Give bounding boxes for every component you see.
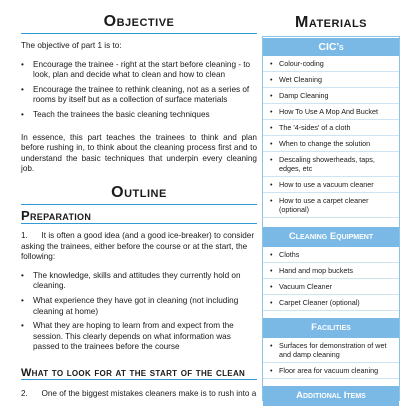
- bullet-icon: •: [270, 139, 273, 148]
- list-item: • Descaling showerheads, taps, edges, etc: [263, 152, 399, 177]
- bullet-icon: •: [270, 123, 273, 132]
- bullet-icon: •: [21, 295, 24, 305]
- list-item: • Teach the trainees the basic cleaning techniques: [21, 109, 210, 119]
- start-paragraph: [21, 389, 257, 400]
- preparation-heading: Preparation: [21, 208, 257, 224]
- bullet-icon: •: [270, 341, 273, 350]
- bullet-icon: •: [270, 180, 273, 189]
- list-item: • What they are hoping to learn from and expect from the session. This clearly depends on what information was passed to the trainees before the course: [21, 321, 234, 352]
- list-item: • Encourage the trainee - right at the start before cleaning - to look, plan and decide what to clean and how to clean: [21, 59, 251, 80]
- bullet-icon: •: [270, 282, 273, 291]
- materials-panel: [262, 36, 400, 401]
- list-item: • How to use a vacuum cleaner: [263, 177, 399, 193]
- bullet-icon: •: [270, 75, 273, 84]
- paragraph-number: 2.: [21, 388, 28, 398]
- section-title-cics: CIC's: [263, 37, 399, 56]
- bullet-icon: •: [270, 91, 273, 100]
- start-of-clean-heading: What to look for at the start of the clean: [21, 367, 257, 380]
- outline-heading: Outline: [21, 184, 257, 205]
- list-item: • Wet Cleaning: [263, 72, 399, 88]
- bullet-icon: •: [270, 59, 273, 68]
- section-title-facilities: Facilities: [263, 317, 399, 338]
- list-item: • Cloths: [263, 247, 399, 263]
- bullet-icon: •: [270, 366, 273, 375]
- paragraph-number: 1.: [21, 230, 28, 240]
- list-item: • Vacuum Cleaner: [263, 279, 399, 295]
- materials-heading: Materials: [294, 14, 367, 31]
- section-title-additional-items: Additional Items: [263, 385, 399, 406]
- list-item: • How To Use A Mop And Bucket: [263, 104, 399, 120]
- objective-summary: In essence, this part teaches the trainees to think and plan before rushing in, to think about the cleaning process first and to understand the basic techniques that underpin every cleaning job.: [21, 132, 257, 174]
- materials-column: [262, 0, 400, 400]
- list-item: • Surfaces for demonstration of wet and damp cleaning: [263, 338, 399, 363]
- main-column: [21, 0, 257, 399]
- section-list-cleaning-equipment: [263, 247, 399, 311]
- list-item: • The knowledge, skills and attitudes they currently hold on cleaning.: [21, 270, 241, 291]
- list-item: • Hand and mop buckets: [263, 263, 399, 279]
- paragraph-text: One of the biggest mistakes cleaners make is to rush into a: [41, 388, 257, 398]
- list-item: • Floor area for vacuum cleaning: [263, 363, 399, 379]
- objective-list: [21, 60, 257, 121]
- list-item: • Damp Cleaning: [263, 88, 399, 104]
- bullet-icon: •: [21, 109, 24, 119]
- objective-intro: The objective of part 1 is to:: [21, 41, 122, 50]
- bullet-icon: •: [21, 84, 24, 94]
- list-item: • Carpet Cleaner (optional): [263, 295, 399, 311]
- bullet-icon: •: [21, 59, 24, 69]
- bullet-icon: •: [270, 266, 273, 275]
- list-item: • Colour-coding: [263, 56, 399, 72]
- preparation-paragraph: [21, 231, 257, 263]
- bullet-icon: •: [270, 196, 273, 205]
- bullet-icon: •: [21, 270, 24, 280]
- list-item: • Encourage the trainee to rethink cleaning, not as a series of rooms by itself but as a collection of surface materials: [21, 84, 250, 105]
- bullet-icon: •: [270, 298, 273, 307]
- list-item: • When to change the solution: [263, 136, 399, 152]
- bullet-icon: •: [21, 321, 24, 331]
- section-list-cics: [263, 56, 399, 218]
- bullet-icon: •: [270, 155, 273, 164]
- bullet-icon: •: [270, 107, 273, 116]
- list-item: • How to use a carpet cleaner (optional): [263, 193, 399, 218]
- bullet-icon: •: [270, 250, 273, 259]
- section-list-facilities: [263, 338, 399, 379]
- paragraph-text: It is often a good idea (and a good ice-breaker) to consider asking the trainees, either before the course or at the start, the following:: [21, 230, 255, 262]
- objective-heading: Objective: [21, 13, 257, 34]
- section-title-cleaning-equipment: Cleaning Equipment: [263, 226, 399, 247]
- list-item: • What experience they have got in cleaning (not including cleaning at home): [21, 295, 239, 316]
- list-item: • The '4-sides' of a cloth: [263, 120, 399, 136]
- preparation-list: [21, 271, 257, 353]
